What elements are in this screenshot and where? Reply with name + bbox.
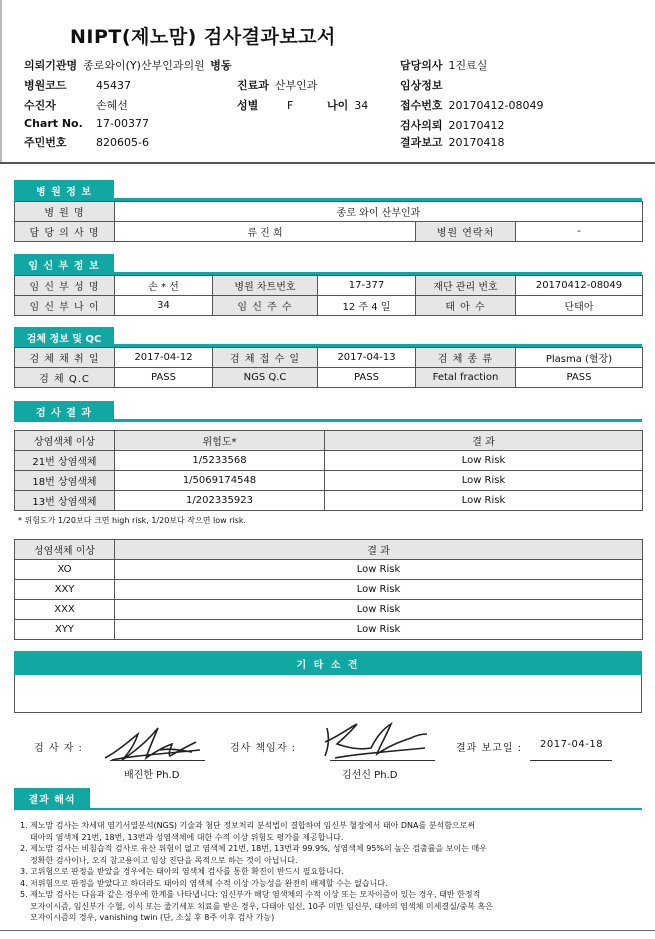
autosome-risk: 1/5233568 xyxy=(115,451,325,471)
hospital-contact-label: 병원 연락처 xyxy=(416,222,516,242)
ngs-qc-label: NGS Q.C xyxy=(213,368,318,388)
mgmt-number-label: 재단 관리 번호 xyxy=(416,276,516,296)
specimen-qc-value: PASS xyxy=(115,368,213,388)
hospital-name-value: 종로 와이 산부인과 xyxy=(115,202,643,222)
list-item: 2. 제노맘 검사는 비침습적 검사로 유산 위험이 없고 염색체 21번, 18번, 13번과 99.9%, 성염색체 95%의 높은 검출률을 보이는 매우 xyxy=(20,844,487,853)
autosome-risk: 1/5069174548 xyxy=(115,471,325,491)
table-row xyxy=(15,202,643,222)
sex-label: 성별 xyxy=(237,99,259,112)
mgmt-number-value: 20170412-08049 xyxy=(516,276,643,296)
pregnant-age-label: 임 신 부 나 이 xyxy=(15,296,115,316)
autosome-result: Low Risk xyxy=(325,491,643,511)
receive-date-label: 검 체 접 수 일 xyxy=(213,348,318,368)
other-findings-header: 기 타 소 견 xyxy=(14,651,642,675)
table-row xyxy=(15,560,643,580)
sex-chromosome-name: XYY xyxy=(15,620,115,640)
interpretation-rule xyxy=(14,808,642,810)
autosome-result: Low Risk xyxy=(325,471,643,491)
results-rule xyxy=(14,419,642,422)
specimen-type-label: 검 체 종 류 xyxy=(416,348,516,368)
table-row xyxy=(15,296,643,316)
pregnant-age-value: 34 xyxy=(115,296,213,316)
rrn-value: 820605-6 xyxy=(96,136,149,149)
rrn-field xyxy=(24,134,149,150)
receipt-label: 접수번호 xyxy=(400,99,443,112)
hospital-info-tab: 병 원 정 보 xyxy=(14,180,114,200)
institution-label: 의뢰기관명 xyxy=(24,59,78,72)
hospital-code-field xyxy=(24,77,131,93)
request-value: 20170412 xyxy=(448,119,505,132)
list-item: 4. 저위험으로 판정을 받았다고 하더라도 태아의 염색체 수적 이상 가능성을 완전히 배제할 수는 없습니다. xyxy=(20,878,388,888)
collector-label: 수진자 xyxy=(24,99,56,112)
table-row xyxy=(15,580,643,600)
doctor-field xyxy=(400,57,487,73)
ward-label: 병동 xyxy=(210,59,232,72)
specimen-info-tab: 검체 정보 및 QC xyxy=(14,327,114,347)
list-item: 3. 고위험으로 판정을 받았을 경우에는 태아의 염색체 검사를 통한 확진이 반드시 필요합니다. xyxy=(20,867,344,876)
report-field xyxy=(400,134,505,150)
sex-chromosome-name: XO xyxy=(15,560,115,580)
table-header-row xyxy=(15,431,643,451)
autosome-risk: 1/202335923 xyxy=(115,491,325,511)
responsible-label: 검사 책임자 : xyxy=(230,743,297,754)
chart-value: 17-00377 xyxy=(96,117,149,130)
sex-header-result: 결 과 xyxy=(115,540,643,560)
pregnant-name-value: 손 * 선 xyxy=(115,276,213,296)
pregnant-info-tab: 임 신 부 정 보 xyxy=(14,254,114,274)
age-label: 나이 xyxy=(327,99,349,112)
collect-date-value: 2017-04-12 xyxy=(115,348,213,368)
list-item: 정확한 검사이나, 오직 참고용이고 임상 진단을 목적으로 하는 것이 아닙니다. xyxy=(30,855,298,865)
table-row xyxy=(15,491,643,511)
dept-field xyxy=(237,77,317,93)
clinical-field xyxy=(400,77,443,93)
sex-chromosome-result: Low Risk xyxy=(115,620,643,640)
gestation-weeks-label: 임 신 주 수 xyxy=(213,296,318,316)
tester-label: 검 사 자 : xyxy=(34,743,83,754)
age-value: 34 xyxy=(354,99,369,112)
fetus-count-label: 태 아 수 xyxy=(416,296,516,316)
hospital-name-label: 병 원 명 xyxy=(15,202,115,222)
fetus-count-value: 단태아 xyxy=(516,296,643,316)
risk-footnote: * 위험도가 1/20보다 크면 high risk, 1/20보다 작으면 low risk. xyxy=(18,516,247,525)
results-tab: 검 사 결 과 xyxy=(14,401,114,421)
report-date-line xyxy=(530,760,612,761)
responsible-name: 김선신 Ph.D xyxy=(342,770,398,781)
sex-value: F xyxy=(287,99,294,112)
sex-chromosome-result: Low Risk xyxy=(115,580,643,600)
interpretation-tab: 결과 해석 xyxy=(14,788,90,808)
fetal-fraction-value: PASS xyxy=(516,368,643,388)
chart-number-label: 병원 차트번호 xyxy=(213,276,318,296)
sex-chromosome-result: Low Risk xyxy=(115,560,643,580)
report-label: 결과보고 xyxy=(400,136,443,149)
request-field xyxy=(400,117,505,133)
autosome-name: 21번 상염색체 xyxy=(15,451,115,471)
gestation-weeks-value: 12 주 4 일 xyxy=(318,296,416,316)
interpretation-list xyxy=(20,820,620,924)
age-field xyxy=(327,97,368,113)
hospital-info-table xyxy=(14,201,643,242)
receive-date-value: 2017-04-13 xyxy=(318,348,416,368)
ngs-qc-value: PASS xyxy=(318,368,416,388)
tester-signature xyxy=(100,720,210,765)
autosome-table xyxy=(14,430,643,511)
other-findings-box xyxy=(14,675,642,713)
report-value: 20170418 xyxy=(448,136,505,149)
report-title: NIPT(제노맘) 검사결과보고서 xyxy=(70,26,336,48)
autosome-name: 13번 상염색체 xyxy=(15,491,115,511)
footer-divider xyxy=(0,930,655,931)
sex-header-name: 성염색체 이상 xyxy=(15,540,115,560)
responsible-signature xyxy=(315,718,435,763)
table-header-row xyxy=(15,540,643,560)
specimen-type-value: Plasma (혈장) xyxy=(516,348,643,368)
table-row xyxy=(15,451,643,471)
sex-chromosome-table xyxy=(14,539,643,640)
chart-label: Chart No. xyxy=(24,117,83,130)
hospital-code-value: 45437 xyxy=(96,79,131,92)
table-row xyxy=(15,600,643,620)
chart-field xyxy=(24,117,149,130)
tester-name: 배진한 Ph.D xyxy=(124,770,180,781)
fetal-fraction-label: Fetal fraction xyxy=(416,368,516,388)
collector-field xyxy=(24,97,128,113)
specimen-qc-label: 검 체 Q.C xyxy=(15,368,115,388)
pregnant-name-label: 임 신 부 성 명 xyxy=(15,276,115,296)
table-row xyxy=(15,222,643,242)
header-divider xyxy=(0,162,655,164)
institution-field xyxy=(24,57,231,73)
sex-chromosome-name: XXY xyxy=(15,580,115,600)
institution-value: 종로와이(Y)산부인과의원 xyxy=(83,59,205,72)
hospital-contact-value: - xyxy=(516,222,643,242)
request-label: 검사의뢰 xyxy=(400,119,443,132)
sex-chromosome-result: Low Risk xyxy=(115,600,643,620)
sex-field xyxy=(237,97,293,113)
table-row xyxy=(15,471,643,491)
table-row xyxy=(15,620,643,640)
dept-label: 진료과 xyxy=(237,79,269,92)
list-item: 1. 제노맘 검사는 차세대 염기서열분석(NGS) 기술과 첨단 정보처리 분석법이 결합하여 임신부 혈장에서 태아 DNA를 분석함으로써 xyxy=(20,821,476,830)
attending-doctor-label: 담 당 의 사 명 xyxy=(15,222,115,242)
specimen-info-table xyxy=(14,347,643,388)
pregnant-info-table xyxy=(14,275,643,316)
attending-doctor-value: 류 진 희 xyxy=(115,222,416,242)
list-item: 태아의 염색체 21번, 18번, 13번과 성염색체에 대한 수적 이상 위험도 평가를 제공합니다. xyxy=(30,832,344,842)
hospital-code-label: 병원코드 xyxy=(24,79,67,92)
table-row xyxy=(15,276,643,296)
autosome-header-result: 결 과 xyxy=(325,431,643,451)
collect-date-label: 검 체 채 취 일 xyxy=(15,348,115,368)
table-row xyxy=(15,348,643,368)
receipt-field xyxy=(400,97,543,113)
table-row xyxy=(15,368,643,388)
list-item: 5. 제노맘 검사는 다음과 같은 경우에 한계를 나타냅니다: 임신부가 해당 염색체의 수적 이상 또는 모자이즘이 있는 경우, 태반 한정적 xyxy=(20,890,481,899)
tester-signature-line xyxy=(110,760,205,761)
doctor-label: 담당의사 xyxy=(400,59,443,72)
left-margin-mark xyxy=(0,0,2,162)
collector-value: 손혜선 xyxy=(96,99,128,112)
chart-number-value: 17-377 xyxy=(318,276,416,296)
list-item: 모자이시즘의 경우, vanishing twin (단, 소실 후 8주 이후 검사 가능) xyxy=(30,913,275,922)
autosome-header-risk: 위험도* xyxy=(115,431,325,451)
dept-value: 산부인과 xyxy=(274,79,318,92)
report-date-label: 결과 보고일 : xyxy=(456,743,523,754)
receipt-value: 20170412-08049 xyxy=(448,99,544,112)
autosome-header-name: 상염색체 이상 xyxy=(15,431,115,451)
doctor-value: 1진료실 xyxy=(448,59,488,72)
report-date-value: 2017-04-18 xyxy=(540,739,604,750)
sex-chromosome-name: XXX xyxy=(15,600,115,620)
rrn-label: 주민번호 xyxy=(24,136,67,149)
autosome-result: Low Risk xyxy=(325,451,643,471)
autosome-name: 18번 상염색체 xyxy=(15,471,115,491)
clinical-label: 임상정보 xyxy=(400,79,443,92)
list-item: 모자이시즘, 임신부가 수혈, 이식 또는 줄기세포 치료를 받은 경우, 다태아 임신, 10주 미만 임신부, 태아의 염색체 미세결실/중복 혹은 xyxy=(30,901,493,911)
responsible-signature-line xyxy=(330,760,435,761)
